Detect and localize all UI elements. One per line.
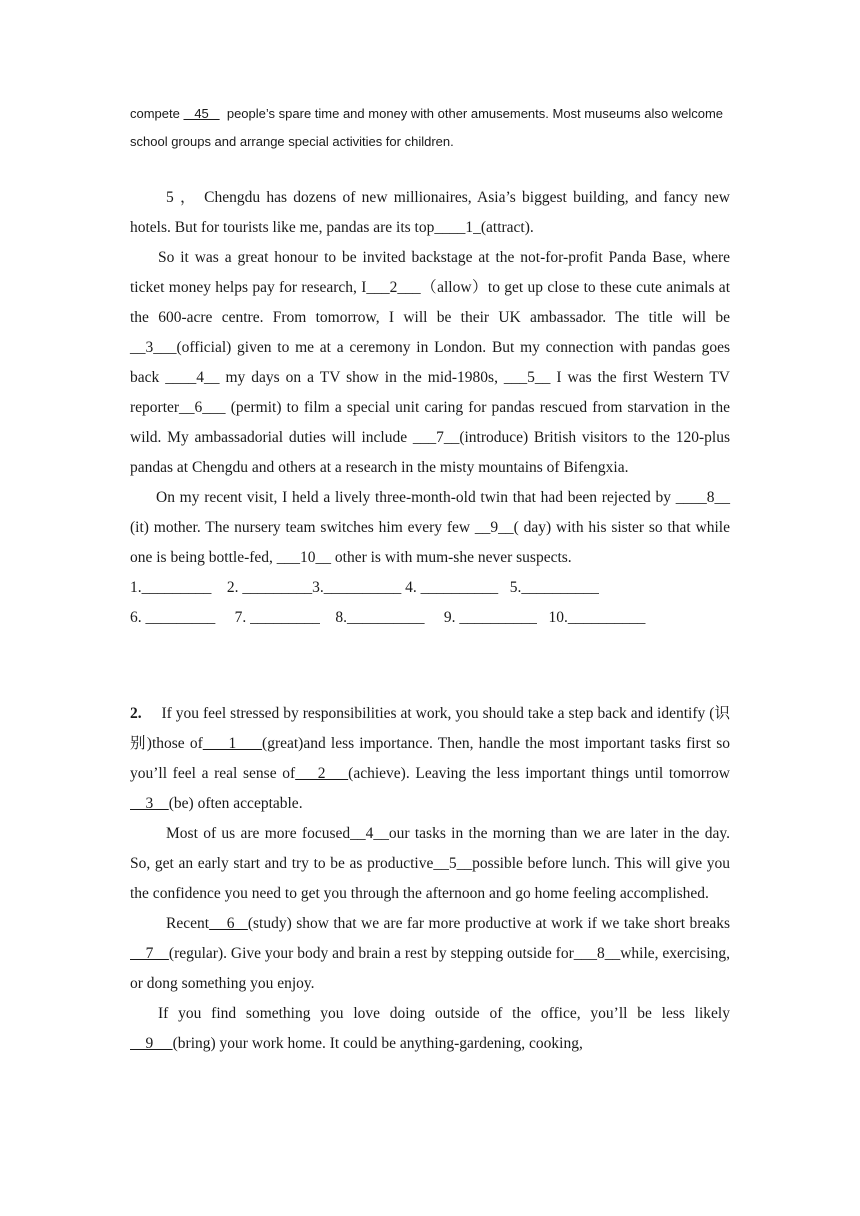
passage5-paragraph-2: So it was a great honour to be invited backstage at the not-for-profit Panda Base, where ticket money helps pay for research, I___2___（allow）to get up close to these cute animals at the 600-acre centre. From tomorrow, I will be their UK ambassador. The title will be __3___(official) given to me at a ceremony in London. But my connection with pandas goes back ____4__ my days on a TV show in the mid-1980s, ___5__ I was the first Western TV reporter__6___ (permit) to film a special unit caring for pandas rescued from starvation in the wild. My ambassadorial duties will include ___7__(introduce) British visitors to the 120-plus pandas at Chengdu and others at a research in the misty mountains of Bifengxia.: [130, 249, 730, 476]
answer-row-2: 6. _________ 7. _________ 8.__________ 9. __________ 10.__________: [130, 609, 646, 626]
p1-text-e: (be) often acceptable.: [168, 795, 303, 812]
p3-text-a: Recent: [166, 915, 210, 932]
p1-text-d: (achieve). Leaving the less important things until tomorrow: [348, 765, 730, 782]
p3-text-c: (study) show that we are far more productive at work if we take short breaks: [247, 915, 730, 932]
blank-2: 2: [295, 765, 349, 782]
blank-7: 7: [130, 945, 169, 962]
p1-text-c: (great)and less importance. Then, handle the most important tasks first so you’ll feel a real sense of: [130, 735, 730, 782]
p4-text-a: If you find something you love doing outside of the office, you’ll be less likely: [158, 1005, 730, 1022]
fragment-text-before: compete: [130, 106, 184, 121]
blank-3: 3: [130, 795, 169, 812]
top-fragment-paragraph: [130, 100, 730, 156]
passage2-paragraph-1: [130, 699, 730, 819]
blank-9: 9: [130, 1035, 173, 1052]
passage-5: [130, 183, 730, 633]
passage-2: [130, 699, 730, 1059]
blank-45: 45: [183, 106, 220, 121]
passage5-paragraph-3: On my recent visit, I held a lively three-month-old twin that had been rejected by ____8__ (it) mother. The nursery team switches him every few __9__( day) with his sister so that while one is being bottle-fed, ___10__ other is with mum-she never suspects.: [130, 489, 730, 566]
p3-text-d: (regular). Give your body and brain a rest by stepping outside for___8__while, exercising, or dong something you enjoy.: [130, 945, 730, 992]
passage2-paragraph-4: [130, 999, 730, 1059]
answer-row-1: 1._________ 2. _________3.__________ 4. __________ 5.__________: [130, 579, 599, 596]
question-number: 2.: [130, 705, 142, 722]
passage2-paragraph-3: [130, 909, 730, 999]
p1-text-a: If you feel stressed by responsibilities at work, you should take a step back and identify (识别)those of: [130, 705, 730, 752]
blank-6: 6: [209, 915, 248, 932]
passage2-paragraph-2: Most of us are more focused__4__our tasks in the morning than we are later in the day. So, get an early start and try to be as productive__5__possible before lunch. This will give you the confidence you need to get you through the afternoon and go home feeling accomplished.: [130, 825, 730, 902]
passage5-paragraph-1: 5 ， Chengdu has dozens of new millionaires, Asia’s biggest building, and fancy new hotels. But for tourists like me, pandas are its top____1_(attract).: [130, 189, 730, 236]
blank-1: 1: [202, 735, 263, 752]
fragment-text-after: people’s spare time and money with other amusements. Most museums also welcome school groups and arrange special activities for children.: [130, 106, 727, 149]
p4-text-c: (bring) your work home. It could be anything-gardening, cooking,: [172, 1035, 583, 1052]
